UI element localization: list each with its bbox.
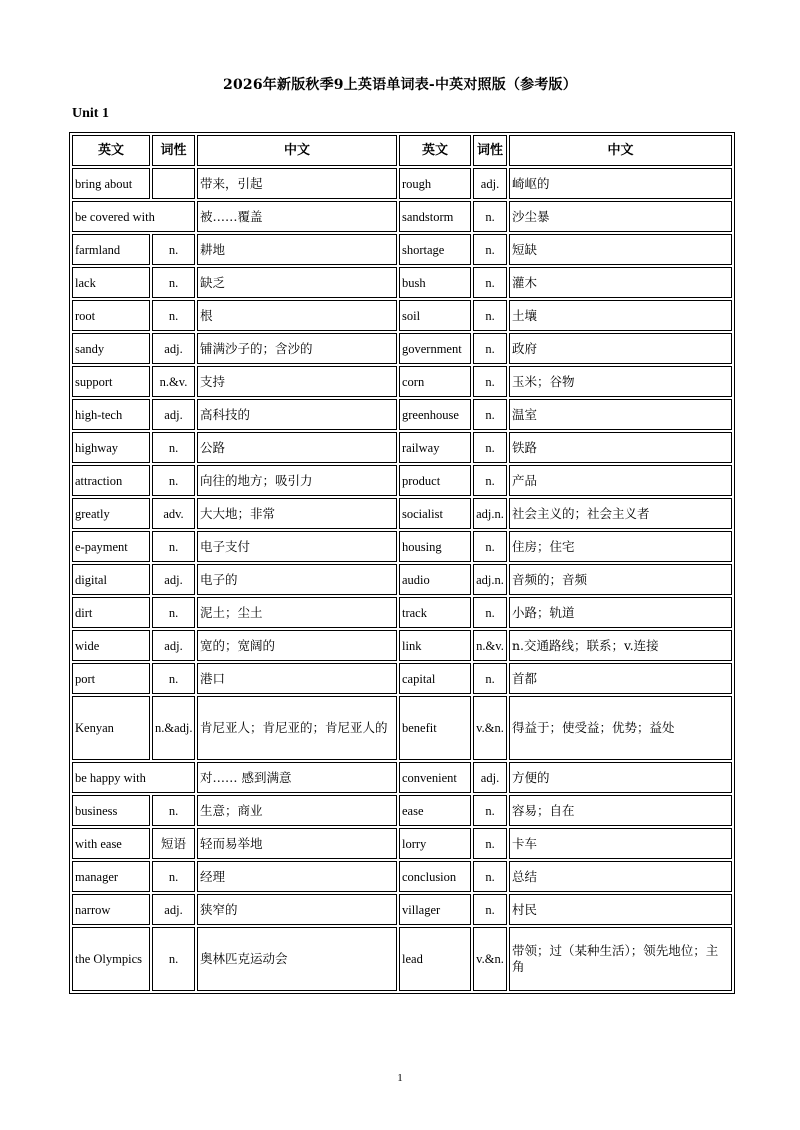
- vocabulary-rows: [72, 168, 732, 991]
- right-chinese-cell: 总结: [509, 861, 732, 892]
- left-pos-cell: adj.: [152, 894, 195, 925]
- right-chinese-cell: 容易；自在: [509, 795, 732, 826]
- table-row: [72, 795, 732, 826]
- right-english-cell: lorry: [399, 828, 471, 859]
- right-pos-cell: n.: [473, 894, 507, 925]
- right-english-cell: greenhouse: [399, 399, 471, 430]
- right-chinese-cell: 村民: [509, 894, 732, 925]
- table-row: [72, 630, 732, 661]
- table-header-row: [72, 135, 732, 166]
- left-pos-cell: n.: [152, 432, 195, 463]
- right-english-cell: housing: [399, 531, 471, 562]
- left-pos-cell: adj.: [152, 333, 195, 364]
- left-pos-cell: n.&adj.: [152, 696, 195, 760]
- left-chinese-cell: 耕地: [197, 234, 397, 265]
- table-row: [72, 597, 732, 628]
- left-pos-cell: 短语: [152, 828, 195, 859]
- left-english-cell: e-payment: [72, 531, 150, 562]
- table-row: [72, 465, 732, 496]
- right-pos-cell: adj.n.: [473, 564, 507, 595]
- right-pos-cell: n.: [473, 795, 507, 826]
- left-pos-cell: n.&v.: [152, 366, 195, 397]
- page-number: 1: [397, 1072, 403, 1084]
- left-chinese-cell: 轻而易举地: [197, 828, 397, 859]
- left-pos-cell: n.: [152, 300, 195, 331]
- right-pos-cell: v.&n.: [473, 927, 507, 991]
- left-english-cell: digital: [72, 564, 150, 595]
- left-pos-cell: n.: [152, 267, 195, 298]
- right-chinese-cell: 得益于；使受益；优势；益处: [509, 696, 732, 760]
- right-chinese-cell: 政府: [509, 333, 732, 364]
- right-english-cell: socialist: [399, 498, 471, 529]
- left-english-cell: bring about: [72, 168, 150, 199]
- left-chinese-cell: 肯尼亚人；肯尼亚的；肯尼亚人的: [197, 696, 397, 760]
- right-english-cell: government: [399, 333, 471, 364]
- right-english-cell: villager: [399, 894, 471, 925]
- right-chinese-cell: 土壤: [509, 300, 732, 331]
- left-english-cell: with ease: [72, 828, 150, 859]
- right-english-cell: link: [399, 630, 471, 661]
- header-english-left: 英文: [72, 135, 150, 166]
- left-english-cell: narrow: [72, 894, 150, 925]
- right-english-cell: conclusion: [399, 861, 471, 892]
- table-row: [72, 663, 732, 694]
- left-chinese-cell: 铺满沙子的；含沙的: [197, 333, 397, 364]
- left-chinese-cell: 奥林匹克运动会: [197, 927, 397, 991]
- right-chinese-cell: n.交通路线；联系；v.连接: [509, 630, 732, 661]
- left-chinese-cell: 向往的地方；吸引力: [197, 465, 397, 496]
- table-row: [72, 300, 732, 331]
- left-english-cell: highway: [72, 432, 150, 463]
- right-english-cell: corn: [399, 366, 471, 397]
- header-chinese-right: 中文: [509, 135, 732, 166]
- left-pos-cell: n.: [152, 663, 195, 694]
- right-english-cell: ease: [399, 795, 471, 826]
- left-english-cell: support: [72, 366, 150, 397]
- left-pos-cell: adj.: [152, 399, 195, 430]
- left-pos-cell: adv.: [152, 498, 195, 529]
- right-pos-cell: n.: [473, 597, 507, 628]
- table-row: [72, 828, 732, 859]
- left-chinese-cell: 宽的；宽阔的: [197, 630, 397, 661]
- left-chinese-cell: 狭窄的: [197, 894, 397, 925]
- left-pos-cell: n.: [152, 927, 195, 991]
- unit-heading: Unit 1: [72, 106, 109, 121]
- right-pos-cell: n.: [473, 300, 507, 331]
- table-row: [72, 927, 732, 991]
- left-english-cell: wide: [72, 630, 150, 661]
- right-chinese-cell: 灌木: [509, 267, 732, 298]
- table-row: [72, 168, 732, 199]
- left-chinese-cell: 电子支付: [197, 531, 397, 562]
- right-english-cell: convenient: [399, 762, 471, 793]
- table-row: [72, 432, 732, 463]
- right-chinese-cell: 崎岖的: [509, 168, 732, 199]
- table-row: [72, 234, 732, 265]
- table-row: [72, 696, 732, 760]
- right-chinese-cell: 住房；住宅: [509, 531, 732, 562]
- left-chinese-cell: 带来，引起: [197, 168, 397, 199]
- left-chinese-cell: 支持: [197, 366, 397, 397]
- right-pos-cell: n.: [473, 234, 507, 265]
- table-row: [72, 564, 732, 595]
- table-row: [72, 894, 732, 925]
- right-chinese-cell: 沙尘暴: [509, 201, 732, 232]
- right-chinese-cell: 温室: [509, 399, 732, 430]
- left-english-cell: Kenyan: [72, 696, 150, 760]
- right-english-cell: rough: [399, 168, 471, 199]
- table-row: [72, 762, 732, 793]
- right-english-cell: track: [399, 597, 471, 628]
- right-chinese-cell: 社会主义的；社会主义者: [509, 498, 732, 529]
- table-row: [72, 366, 732, 397]
- right-pos-cell: n.: [473, 366, 507, 397]
- left-chinese-cell: 被……覆盖: [197, 201, 397, 232]
- left-english-cell: farmland: [72, 234, 150, 265]
- left-english-cell: attraction: [72, 465, 150, 496]
- right-pos-cell: n.: [473, 828, 507, 859]
- header-english-right: 英文: [399, 135, 471, 166]
- right-english-cell: benefit: [399, 696, 471, 760]
- left-pos-cell: n.: [152, 465, 195, 496]
- right-chinese-cell: 卡车: [509, 828, 732, 859]
- table-row: [72, 861, 732, 892]
- table-row: [72, 399, 732, 430]
- left-pos-cell: n.: [152, 597, 195, 628]
- header-chinese-left: 中文: [197, 135, 397, 166]
- left-english-cell: high-tech: [72, 399, 150, 430]
- right-pos-cell: n.: [473, 333, 507, 364]
- right-pos-cell: adj.n.: [473, 498, 507, 529]
- left-english-cell: root: [72, 300, 150, 331]
- right-chinese-cell: 首都: [509, 663, 732, 694]
- right-pos-cell: n.: [473, 531, 507, 562]
- right-pos-cell: adj.: [473, 762, 507, 793]
- left-chinese-cell: 高科技的: [197, 399, 397, 430]
- left-pos-cell: n.: [152, 531, 195, 562]
- left-english-cell: be happy with: [72, 762, 195, 793]
- right-english-cell: soil: [399, 300, 471, 331]
- left-chinese-cell: 大大地；非常: [197, 498, 397, 529]
- right-pos-cell: adj.: [473, 168, 507, 199]
- left-pos-cell: adj.: [152, 564, 195, 595]
- left-pos-cell: n.: [152, 234, 195, 265]
- left-pos-cell: adj.: [152, 630, 195, 661]
- left-english-cell: greatly: [72, 498, 150, 529]
- left-pos-cell: [152, 168, 195, 199]
- table-row: [72, 333, 732, 364]
- header-pos-left: 词性: [152, 135, 195, 166]
- left-english-cell: manager: [72, 861, 150, 892]
- table-row: [72, 498, 732, 529]
- right-english-cell: bush: [399, 267, 471, 298]
- header-pos-right: 词性: [473, 135, 507, 166]
- right-english-cell: sandstorm: [399, 201, 471, 232]
- left-english-cell: lack: [72, 267, 150, 298]
- right-english-cell: shortage: [399, 234, 471, 265]
- left-chinese-cell: 经理: [197, 861, 397, 892]
- right-chinese-cell: 玉米；谷物: [509, 366, 732, 397]
- left-pos-cell: n.: [152, 861, 195, 892]
- right-chinese-cell: 小路；轨道: [509, 597, 732, 628]
- right-english-cell: lead: [399, 927, 471, 991]
- left-pos-cell: n.: [152, 795, 195, 826]
- left-chinese-cell: 泥土；尘土: [197, 597, 397, 628]
- left-english-cell: sandy: [72, 333, 150, 364]
- right-pos-cell: v.&n.: [473, 696, 507, 760]
- right-pos-cell: n.: [473, 201, 507, 232]
- table-row: [72, 531, 732, 562]
- right-english-cell: product: [399, 465, 471, 496]
- right-english-cell: railway: [399, 432, 471, 463]
- left-english-cell: dirt: [72, 597, 150, 628]
- right-pos-cell: n.: [473, 432, 507, 463]
- left-chinese-cell: 缺乏: [197, 267, 397, 298]
- right-pos-cell: n.&v.: [473, 630, 507, 661]
- right-pos-cell: n.: [473, 267, 507, 298]
- left-chinese-cell: 公路: [197, 432, 397, 463]
- right-chinese-cell: 铁路: [509, 432, 732, 463]
- left-chinese-cell: 港口: [197, 663, 397, 694]
- left-chinese-cell: 生意；商业: [197, 795, 397, 826]
- left-english-cell: be covered with: [72, 201, 195, 232]
- left-chinese-cell: 对…… 感到满意: [197, 762, 397, 793]
- right-chinese-cell: 产品: [509, 465, 732, 496]
- table-row: [72, 267, 732, 298]
- left-chinese-cell: 电子的: [197, 564, 397, 595]
- left-english-cell: the Olympics: [72, 927, 150, 991]
- right-pos-cell: n.: [473, 861, 507, 892]
- right-chinese-cell: 方便的: [509, 762, 732, 793]
- left-chinese-cell: 根: [197, 300, 397, 331]
- right-chinese-cell: 短缺: [509, 234, 732, 265]
- left-english-cell: business: [72, 795, 150, 826]
- right-chinese-cell: 带领；过（某种生活）；领先地位；主角: [509, 927, 732, 991]
- left-english-cell: port: [72, 663, 150, 694]
- document-title: 2026年新版秋季9上英语单词表-中英对照版（参考版）: [223, 77, 577, 93]
- right-pos-cell: n.: [473, 399, 507, 430]
- right-chinese-cell: 音频的；音频: [509, 564, 732, 595]
- table-row: [72, 201, 732, 232]
- right-pos-cell: n.: [473, 663, 507, 694]
- right-pos-cell: n.: [473, 465, 507, 496]
- right-english-cell: audio: [399, 564, 471, 595]
- vocabulary-table: [69, 132, 735, 994]
- right-english-cell: capital: [399, 663, 471, 694]
